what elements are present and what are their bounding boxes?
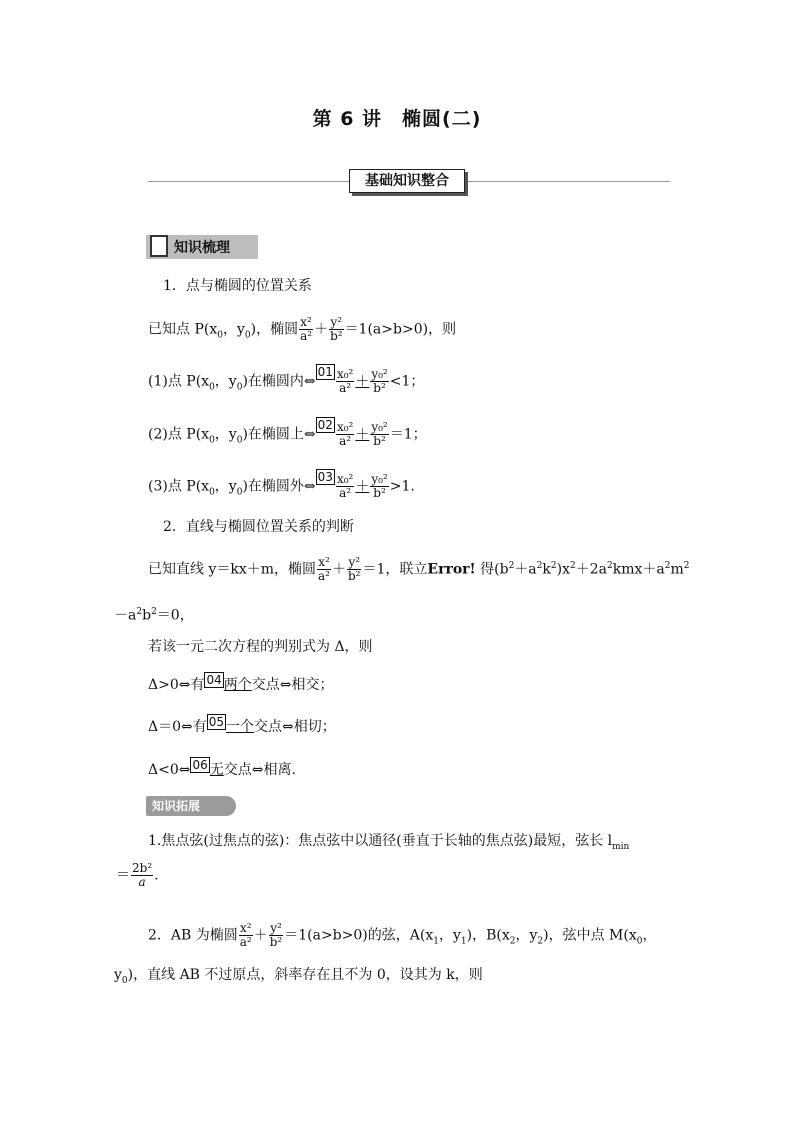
- knowledge-tab-label: 知识梳理: [174, 240, 230, 256]
- fraction: $\frac{\text{x²}}{\text{a²}}$: [300, 315, 313, 343]
- p2-case-3: Δ<0⇔ 06 无交点⇔相离.: [148, 758, 296, 778]
- fraction: $\frac{\text{y²}}{\text{b²}}$: [330, 315, 343, 343]
- answer-blank-01: 01: [317, 365, 333, 379]
- divider-left: [148, 181, 349, 182]
- extension-1: 1.焦点弦(过焦点的弦)：焦点弦中以通径(垂直于长轴的焦点弦)最短，弦长 $l_{min}$: [148, 833, 630, 852]
- p2-intro: 已知直线 y＝kx＋m，椭圆 $\frac{\text{x²}}{\text{a²}}$ ＋ $\frac{\text{y²}}{\text{b²}}$ ＝1，联立Error! 得$(b^2+a^2k^2)x^2+2a^2kmx+a^2m^2$: [148, 555, 690, 583]
- section-banner: 基础知识整合: [349, 169, 465, 193]
- p1-item-3: (3)点 $P(x_0$，$y_0$)在椭圆外⇔03 $\frac{\text{x₀²}}{\text{a²}}$ ＋ $\frac{\text{y₀²}}{\text{b²}}$ >1.: [148, 470, 415, 500]
- error-text: Error!: [427, 561, 476, 578]
- p1-item-2: (2)点 $P(x_0$，$y_0$)在椭圆上⇔02 $\frac{\text{x₀²}}{\text{a²}}$ ＋ $\frac{\text{y₀²}}{\text{b²}}$ ＝1；: [148, 418, 427, 448]
- p2-heading: 2．直线与椭圆位置关系的判断: [163, 519, 354, 535]
- extension-1-formula: ＝ $\frac{\text{2b²}}{a}$ .: [116, 861, 159, 889]
- p2-case-2: Δ＝0⇔有 05 一个交点⇔相切；: [148, 715, 336, 735]
- square-icon: [150, 235, 168, 257]
- answer-blank-03: 03: [317, 470, 333, 484]
- p1-heading: 1．点与椭圆的位置关系: [163, 278, 312, 294]
- p1-item-1: (1)点 $P(x_0$，$y_0$)在椭圆内⇔01 $\frac{\text{x₀²}}{\text{a²}}$ ＋ $\frac{\text{y₀²}}{\text{b²}}$ <1；: [148, 365, 425, 395]
- knowledge-tab: [146, 235, 258, 259]
- answer-blank-06: 06: [192, 758, 208, 772]
- answer-blank-04: 04: [206, 673, 222, 687]
- expand-tab: 知识拓展: [146, 796, 236, 816]
- answer-blank-05: 05: [208, 715, 225, 729]
- p2-discriminant: 若该一元二次方程的判别式为 Δ，则: [148, 639, 373, 655]
- extension-2: 2．AB 为椭圆 $\frac{\text{x²}}{\text{a²}}$ ＋ $\frac{\text{y²}}{\text{b²}}$ ＝1(a>b>0)的弦，$A(x_1$，$y_1$)，$B(x_2$，$y_2$)，弦中点 $M(x_0$，: [148, 921, 657, 949]
- extension-2-cont: $y_0$)，直线 AB 不过原点，斜率存在且不为 0，设其为 k，则: [114, 967, 483, 986]
- p2-intro-cont: $-a^2b^2=0$，: [114, 607, 194, 624]
- page-title: 第 6 讲 椭圆(二): [312, 108, 482, 130]
- p1-intro: 已知点 $P(x_0$，$y_0$)，椭圆 $\frac{\text{x²}}{\text{a²}}$ ＋ $\frac{\text{y²}}{\text{b²}}$ ＝1(a>b>0)，则: [148, 315, 457, 343]
- answer-blank-02: 02: [317, 418, 333, 432]
- divider-right: [467, 181, 670, 182]
- p2-case-1: Δ>0⇔有 04 两个交点⇔相交；: [148, 673, 334, 693]
